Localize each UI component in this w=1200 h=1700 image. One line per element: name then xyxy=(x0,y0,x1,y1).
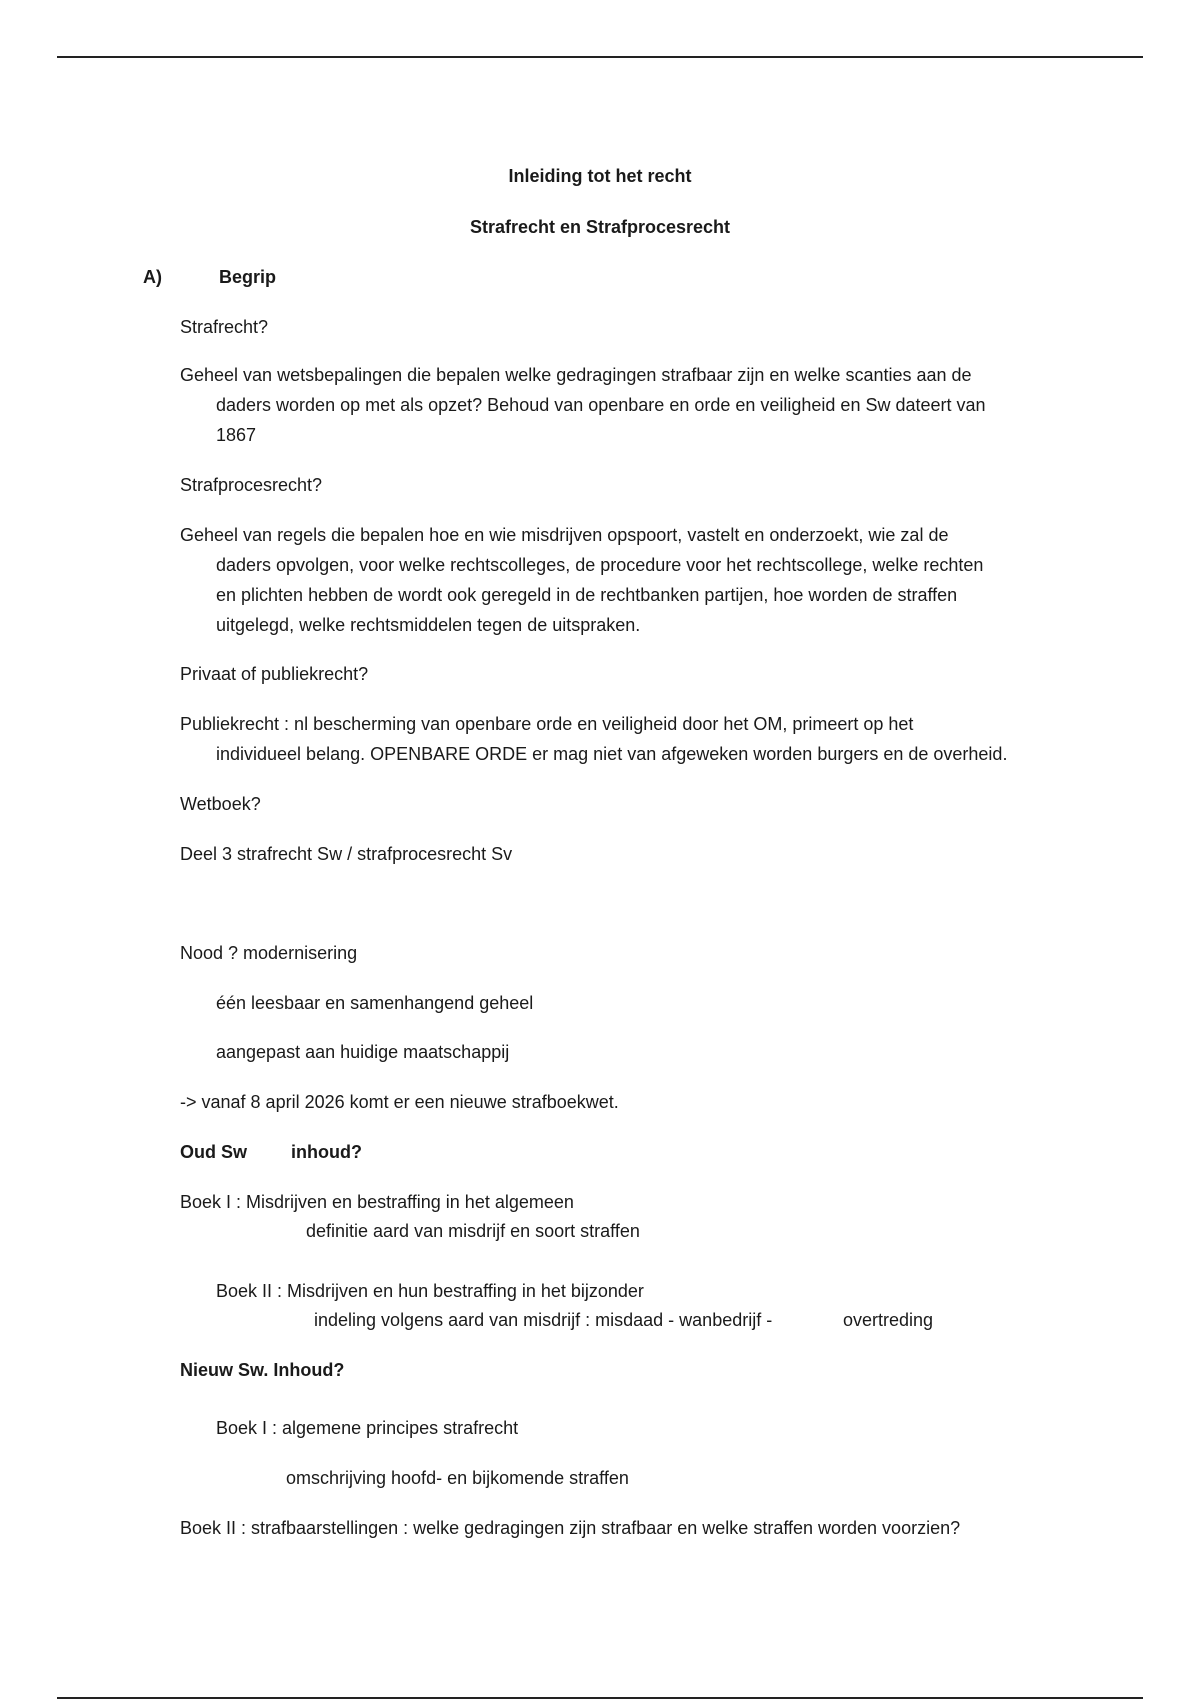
paragraph-line: 1867 xyxy=(216,425,257,445)
paragraph-line: uitgelegd, welke rechtsmiddelen tegen de uitspraken. xyxy=(216,615,641,635)
paragraph-publiekrecht xyxy=(180,709,1060,769)
oud-sw-label: Oud Sw xyxy=(180,1142,247,1162)
nieuw-boek1-title: Boek I : algemene principes strafrecht xyxy=(216,1418,519,1438)
paragraph-line: Geheel van regels die bepalen hoe en wie misdrijven opspoort, vastelt en onderzoekt, wie zal de xyxy=(180,525,949,545)
section-heading: Begrip xyxy=(219,267,277,287)
nood-line: Nood ? modernisering xyxy=(180,943,358,963)
nieuw-sw-heading: Nieuw Sw. Inhoud? xyxy=(180,1360,345,1380)
oud-boek2-title: Boek II : Misdrijven en hun bestraffing in het bijzonder xyxy=(216,1281,644,1301)
nieuw-boek1-detail: omschrijving hoofd- en bijkomende straffen xyxy=(286,1468,629,1488)
oud-boek2-detail-end: overtreding xyxy=(843,1310,934,1330)
oud-boek2-detail: indeling volgens aard van misdrijf : misdaad - wanbedrijf - xyxy=(314,1310,773,1330)
paragraph-line: daders opvolgen, voor welke rechtscolleges, de procedure voor het rechtscollege, welke rechten xyxy=(216,555,984,575)
section-letter: A) xyxy=(143,267,162,287)
nood-item: aangepast aan huidige maatschappij xyxy=(216,1042,510,1062)
nieuw-boek2-line: Boek II : strafbaarstellingen : welke gedragingen zijn strafbaar en welke straffen worden voorzien? xyxy=(180,1518,961,1538)
question-privaat-publiek: Privaat of publiekrecht? xyxy=(180,664,369,684)
document-subtitle: Strafrecht en Strafprocesrecht xyxy=(469,217,731,237)
deel3-line: Deel 3 strafrecht Sw / strafprocesrecht Sv xyxy=(180,844,513,864)
paragraph-line: Publiekrecht : nl bescherming van openbare orde en veiligheid door het OM, primeert op het xyxy=(180,714,914,734)
paragraph-line: en plichten hebben de wordt ook geregeld in de rechtbanken partijen, hoe worden de straffen xyxy=(216,585,958,605)
nood-item: één leesbaar en samenhangend geheel xyxy=(216,993,534,1013)
question-strafrecht: Strafrecht? xyxy=(180,317,269,337)
document-title: Inleiding tot het recht xyxy=(508,166,692,186)
question-strafprocesrecht: Strafprocesrecht? xyxy=(180,475,323,495)
question-wetboek: Wetboek? xyxy=(180,794,261,814)
paragraph-strafrecht xyxy=(180,360,1060,450)
oud-boek1-detail: definitie aard van misdrijf en soort straffen xyxy=(306,1221,640,1241)
oud-boek1-title: Boek I : Misdrijven en bestraffing in het algemeen xyxy=(180,1192,574,1212)
new-law-arrow-line: -> vanaf 8 april 2026 komt er een nieuwe strafboekwet. xyxy=(180,1092,619,1112)
paragraph-line: daders worden op met als opzet? Behoud van openbare en orde en veiligheid en Sw dateert van xyxy=(216,395,986,415)
oud-sw-inhoud: inhoud? xyxy=(291,1142,362,1162)
paragraph-line: individueel belang. OPENBARE ORDE er mag niet van afgeweken worden burgers en de overheid. xyxy=(216,744,1008,764)
header-rule xyxy=(57,56,1143,58)
paragraph-line: Geheel van wetsbepalingen die bepalen welke gedragingen strafbaar zijn en welke scanties aan de xyxy=(180,365,972,385)
paragraph-strafprocesrecht xyxy=(180,520,1060,640)
footer-rule xyxy=(57,1697,1143,1699)
